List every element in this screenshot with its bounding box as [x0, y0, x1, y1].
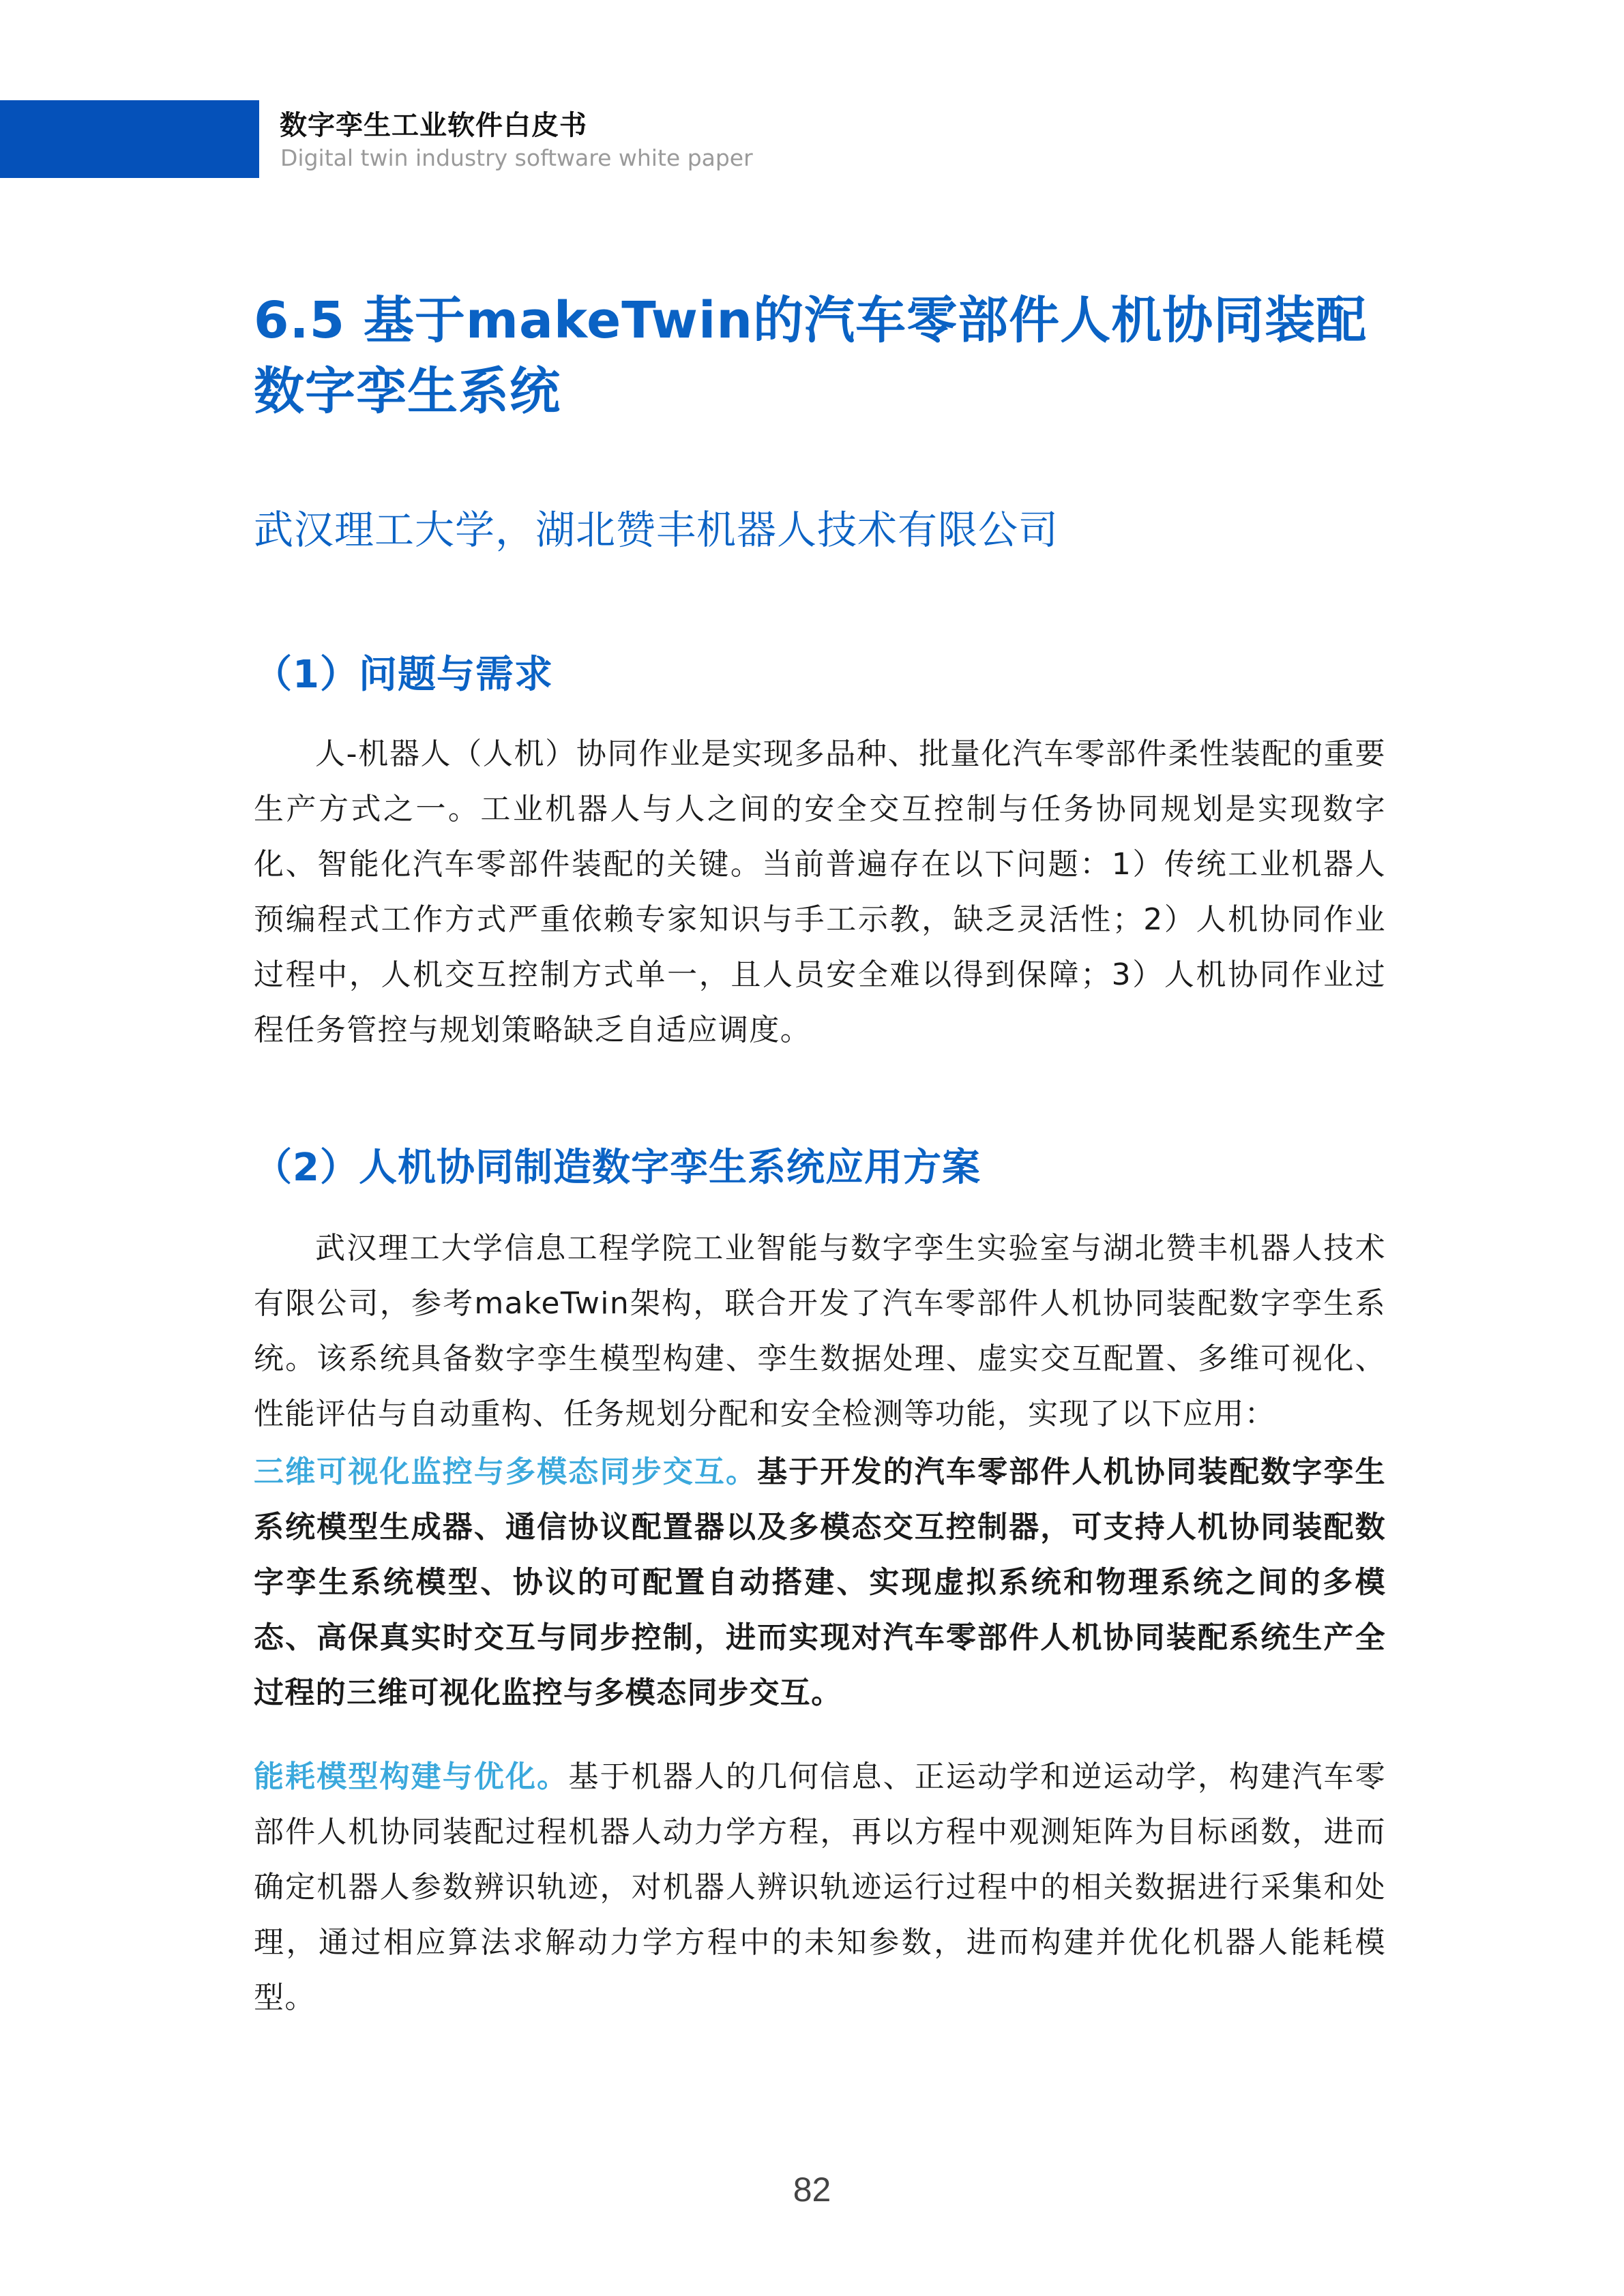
- header-color-bar: [0, 100, 259, 178]
- solution-intro-paragraph: 武汉理工大学信息工程学院工业智能与数字孪生实验室与湖北赞丰机器人技术有限公司，参考makeTwin架构，联合开发了汽车零部件人机协同装配数字孪生系统。该系统具备数字孪生模型构建、孪生数据处理、虚实交互配置、多维可视化、性能评估与自动重构、任务规划分配和安全检测等功能，实现了以下应用：: [254, 1231, 1386, 1431]
- application-paragraph-energy: [254, 1749, 1386, 2025]
- section-heading-problem: （1）问题与需求: [254, 653, 553, 697]
- problem-paragraph: 人-机器人（人机）协同作业是实现多品种、批量化汽车零部件柔性装配的重要生产方式之一。工业机器人与人之间的安全交互控制与任务协同规划是实现数字化、智能化汽车零部件装配的关键。当前普遍存在以下问题：1）传统工业机器人预编程式工作方式严重依赖专家知识与手工示教，缺乏灵活性；2）人机协同作业过程中，人机交互控制方式单一，且人员安全难以得到保障；3）人机协同作业过程任务管控与规划策略缺乏自适应调度。: [254, 736, 1386, 1047]
- section-heading-solution: （2）人机协同制造数字孪生系统应用方案: [254, 1146, 981, 1190]
- application-body-visualization: 基于开发的汽车零部件人机协同装配数字孪生系统模型生成器、通信协议配置器以及多模态交互控制器，可支持人机协同装配数字孪生系统模型、协议的可配置自动搭建、实现虚拟系统和物理系统之间的多模态、高保真实时交互与同步控制，进而实现对汽车零部件人机协同装配系统生产全过程的三维可视化监控与多模态同步交互。: [254, 1455, 1387, 1710]
- page-number: 82: [793, 2171, 831, 2209]
- application-lead-visualization: 三维可视化监控与多模态同步交互。: [254, 1455, 758, 1489]
- running-header-subtitle: Digital twin industry software white paper: [280, 145, 753, 171]
- application-body-energy: 基于机器人的几何信息、正运动学和逆运动学，构建汽车零部件人机协同装配过程机器人动力学方程，再以方程中观测矩阵为目标函数，进而确定机器人参数辨识轨迹，对机器人辨识轨迹运行过程中的相关数据进行采集和处理，通过相应算法求解动力学方程中的未知参数，进而构建并优化机器人能耗模型。: [254, 1759, 1386, 2015]
- section-title: 6.5 基于makeTwin的汽车零部件人机协同装配数字孪生系统: [254, 291, 1368, 421]
- application-lead-energy: 能耗模型构建与优化。: [254, 1759, 569, 1794]
- authors-line: 武汉理工大学，湖北赞丰机器人技术有限公司: [254, 507, 1059, 553]
- application-paragraph-visualization: [254, 1444, 1386, 1720]
- running-header-title: 数字孪生工业软件白皮书: [280, 110, 587, 141]
